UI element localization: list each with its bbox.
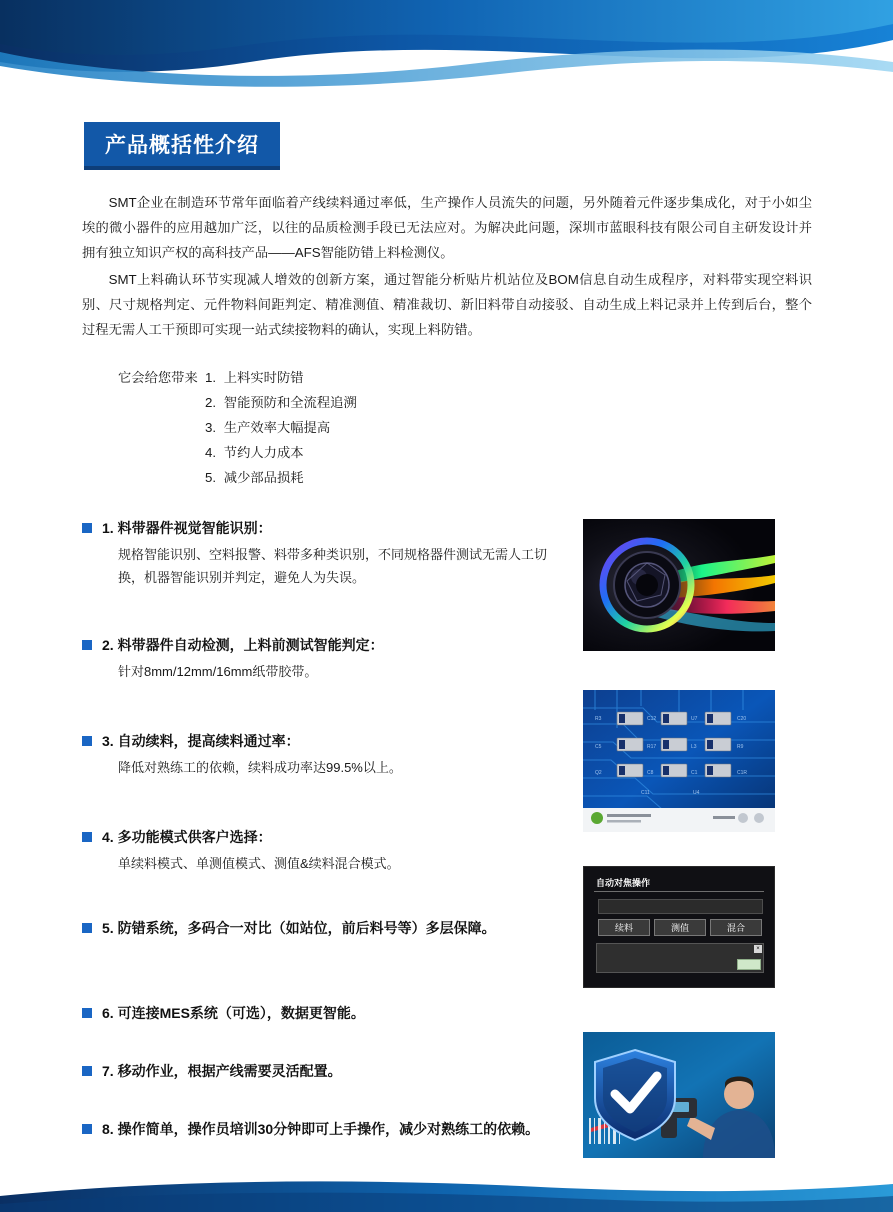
photo-shield-graphic (583, 1032, 775, 1158)
top-decorative-banner (0, 0, 893, 92)
bottom-decorative-banner (0, 1178, 893, 1212)
feature-body: 针对8mm/12mm/16mm纸带胶带。 (118, 664, 318, 679)
feature-heading: 4. 多功能模式供客户选择： (102, 829, 272, 845)
software-ui-divider (594, 891, 764, 892)
square-bullet-icon (82, 1066, 92, 1076)
svg-text:C1: C1 (691, 770, 698, 776)
photo-pcb-board (583, 690, 775, 832)
page-title-plate (84, 122, 280, 170)
square-bullet-icon (82, 923, 92, 933)
feature-body: 降低对熟练工的依赖，续料成功率达99.5%以上。 (118, 760, 402, 775)
feature-heading: 3. 自动续料，提高续料通过率： (102, 733, 300, 749)
feature-item-2 (82, 635, 552, 683)
svg-text:C5: C5 (595, 744, 602, 750)
feature-item-3 (82, 731, 552, 779)
feature-item-6 (82, 1003, 552, 1024)
benefits-list (198, 366, 357, 491)
bottom-banner-graphic (0, 1178, 893, 1212)
feature-heading: 5. 防错系统，多码合一对比（如站位，前后料号等）多层保障。 (102, 920, 496, 936)
confirm-button[interactable] (737, 959, 761, 970)
list-item: 5. 减少部品损耗 (220, 466, 357, 490)
svg-text:U7: U7 (691, 716, 698, 722)
svg-text:C8: C8 (647, 770, 654, 776)
feature-item-4 (82, 827, 552, 875)
feature-item-7 (82, 1061, 552, 1082)
svg-text:C20: C20 (737, 716, 747, 722)
svg-text:C12: C12 (647, 716, 657, 722)
feature-item-1 (82, 518, 552, 589)
svg-text:R9: R9 (737, 744, 744, 750)
square-bullet-icon (82, 640, 92, 650)
photo-lens-graphic (583, 519, 775, 651)
photo-pcb-graphic (583, 690, 775, 832)
photo-lens-light-streaks (583, 519, 775, 651)
page-title: 产品概括性介绍 (105, 134, 259, 157)
feature-heading: 8. 操作简单，操作员培训30分钟即可上手操作，减少对熟练工的依赖。 (102, 1121, 540, 1137)
measure-mode-button[interactable]: 测值 (654, 919, 706, 936)
svg-text:L3: L3 (691, 744, 697, 750)
software-ui-output-panel (596, 943, 764, 973)
svg-text:C1R: C1R (737, 770, 748, 776)
photo-software-ui-screen (583, 866, 775, 988)
square-bullet-icon (82, 1008, 92, 1018)
top-banner-graphic (0, 0, 893, 92)
benefits-block (118, 366, 538, 491)
refill-mode-button[interactable]: 续料 (598, 919, 650, 936)
intro-paragraph-1: SMT企业在制造环节常年面临着产线续料通过率低，生产操作人员流失的问题，另外随着元件逐步集成化，对于小如尘埃的微小器件的应用越加广泛，以往的品质检测手段已无法应对。为解决此问题，深圳市蓝眼科技有限公司自主研发设计并拥有独立知识产权的高科技产品——AFS智能防错上料检测仪。 (82, 195, 812, 260)
list-item: 4. 节约人力成本 (220, 441, 357, 465)
feature-heading: 1. 料带器件视觉智能识别： (102, 520, 272, 536)
software-ui-button-row (598, 919, 762, 936)
svg-text:C11: C11 (641, 790, 650, 796)
feature-heading: 2. 料带器件自动检测，上料前测试智能判定： (102, 637, 384, 653)
svg-text:R17: R17 (647, 744, 657, 750)
mixed-mode-button[interactable]: 混合 (710, 919, 762, 936)
feature-heading: 7. 移动作业，根据产线需要灵活配置。 (102, 1063, 342, 1079)
feature-item-8 (82, 1119, 552, 1140)
square-bullet-icon (82, 1124, 92, 1134)
list-item: 3. 生产效率大幅提高 (220, 416, 357, 440)
benefits-lead-label: 它会给您带来 (118, 370, 198, 385)
feature-heading: 6. 可连接MES系统（可选），数据更智能。 (102, 1005, 365, 1021)
list-item: 1. 上料实时防错 (220, 366, 357, 390)
list-item: 2. 智能预防和全流程追溯 (220, 391, 357, 415)
svg-text:Q2: Q2 (595, 770, 602, 776)
square-bullet-icon (82, 736, 92, 746)
svg-text:R3: R3 (595, 716, 602, 722)
photo-shield-scanner (583, 1032, 775, 1158)
square-bullet-icon (82, 523, 92, 533)
feature-body: 单续料模式、单测值模式、测值&续料混合模式。 (118, 856, 400, 871)
intro-paragraph-2: SMT上料确认环节实现减人增效的创新方案，通过智能分析贴片机站位及BOM信息自动生成程序，对料带实现空料识别、尺寸规格判定、元件物料间距判定、精准测值、精准裁切、新旧料带自动接驳、自动生成上料记录并上传到后台，整个过程无需人工干预即可实现一站式续接物料的确认，实现上料防错。 (82, 272, 812, 337)
software-ui-title: 自动对焦操作 (596, 878, 651, 888)
close-icon[interactable]: × (754, 945, 762, 953)
feature-body: 规格智能识别、空料报警、料带多种类识别，不同规格器件测试无需人工切换，机器智能识别并判定，避免人为失误。 (118, 547, 548, 585)
feature-item-5 (82, 918, 552, 939)
intro-text-block (82, 190, 812, 344)
square-bullet-icon (82, 832, 92, 842)
software-ui-input[interactable] (598, 899, 763, 914)
svg-text:U4: U4 (693, 790, 700, 796)
